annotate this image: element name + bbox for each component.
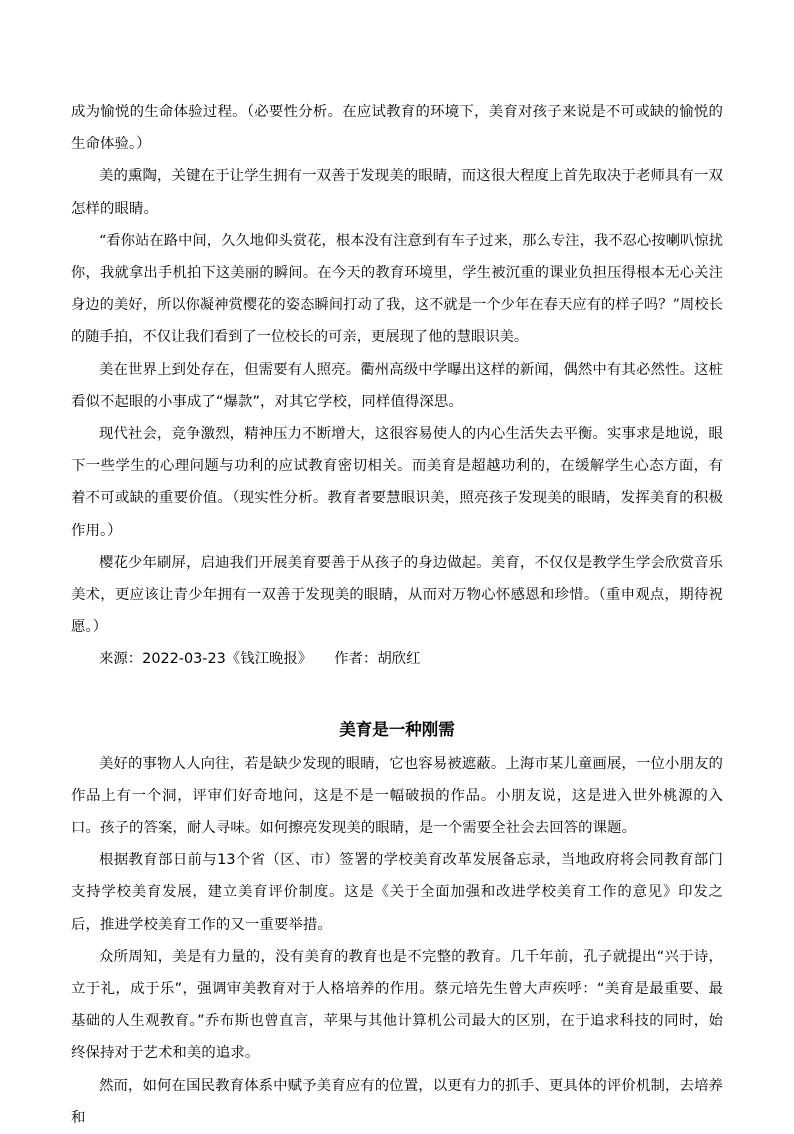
quote-paragraph: “看你站在路中间，久久地仰头赏花，根本没有注意到有车子过来，那么专注，我不忍心按喇叭惊扰你，我就拿出手机拍下这美丽的瞬间。在今天的教育环境里，学生被沉重的课业负担压得根本无心关注身边的美好，所以你凝神赏樱花的姿态瞬间打动了我，这不就是一个少年在春天应有的样子吗？”周校长的随手拍，不仅让我们看到了一位校长的可亲，更展现了他的慧眼识美。 (71, 232, 723, 346)
section-title: 美育是一种刚需 (339, 719, 455, 739)
paragraph-truncated: 然而，如何在国民教育体系中赋予美育应有的位置，以更有力的抓手、更具体的评价机制，去培养和 (71, 1077, 723, 1126)
author-label: 作者：胡欣红 (334, 651, 421, 668)
paragraph: 美的熏陶，关键在于让学生拥有一双善于发现美的眼睛，而这很大程度上首先取决于老师具有一双怎样的眼睛。 (71, 168, 723, 217)
source-label: 来源：2022-03-23《钱江晚报》 (99, 651, 313, 668)
source-line (71, 643, 723, 675)
paragraph: 美好的事物人人向往，若是缺少发现的眼睛，它也容易被遮蔽。上海市某儿童画展，一位小朋友的作品上有一个洞，评审们好奇地问，这是不是一幅破损的作品。小朋友说，这是进入世外桃源的入口。孩子的答案，耐人寻味。如何擦亮发现美的眼睛，是一个需要全社会去回答的课题。 (71, 755, 723, 837)
paragraph-continuation: 成为愉悦的生命体验过程。（必要性分析。在应试教育的环境下，美育对孩子来说是不可或缺的愉悦的生命体验。） (71, 104, 723, 153)
paragraph: 众所周知，美是有力量的，没有美育的教育也是不完整的教育。几千年前，孔子就提出“兴于诗，立于礼，成于乐”，强调审美教育对于人格培养的作用。蔡元培先生曾大声疾呼：“美育是最重要、最基础的人生观教育。”乔布斯也曾直言，苹果与其他计算机公司最大的区别，在于追求科技的同时，始终保持对于艺术和美的追求。 (71, 948, 723, 1062)
paragraph: 樱花少年刷屏，启迪我们开展美育要善于从孩子的身边做起。美育，不仅仅是教学生学会欣赏音乐美术，更应该让青少年拥有一双善于发现美的眼睛，从而对万物心怀感恩和珍惜。（重申观点，期待祝愿。） (71, 554, 723, 636)
paragraph: 现代社会，竞争激烈，精神压力不断增大，这很容易使人的内心生活失去平衡。实事求是地说，眼下一些学生的心理问题与功利的应试教育密切相关。而美育是超越功利的，在缓解学生心态方面，有着不可或缺的重要价值。（现实性分析。教育者要慧眼识美，照亮孩子发现美的眼睛，发挥美育的积极作用。） (71, 426, 723, 539)
page-content (71, 96, 723, 1134)
paragraph: 美在世界上到处存在，但需要有人照亮。衢州高级中学曝出这样的新闻，偶然中有其必然性。这桩看似不起眼的小事成了“爆款”，对其它学校，同样值得深思。 (71, 361, 723, 410)
paragraph: 根据教育部日前与13个省（区、市）签署的学校美育改革发展备忘录，当地政府将会同教育部门支持学校美育发展，建立美育评价制度。这是《关于全面加强和改进学校美育工作的意见》印发之后，推进学校美育工作的又一重要举措。 (71, 852, 723, 933)
